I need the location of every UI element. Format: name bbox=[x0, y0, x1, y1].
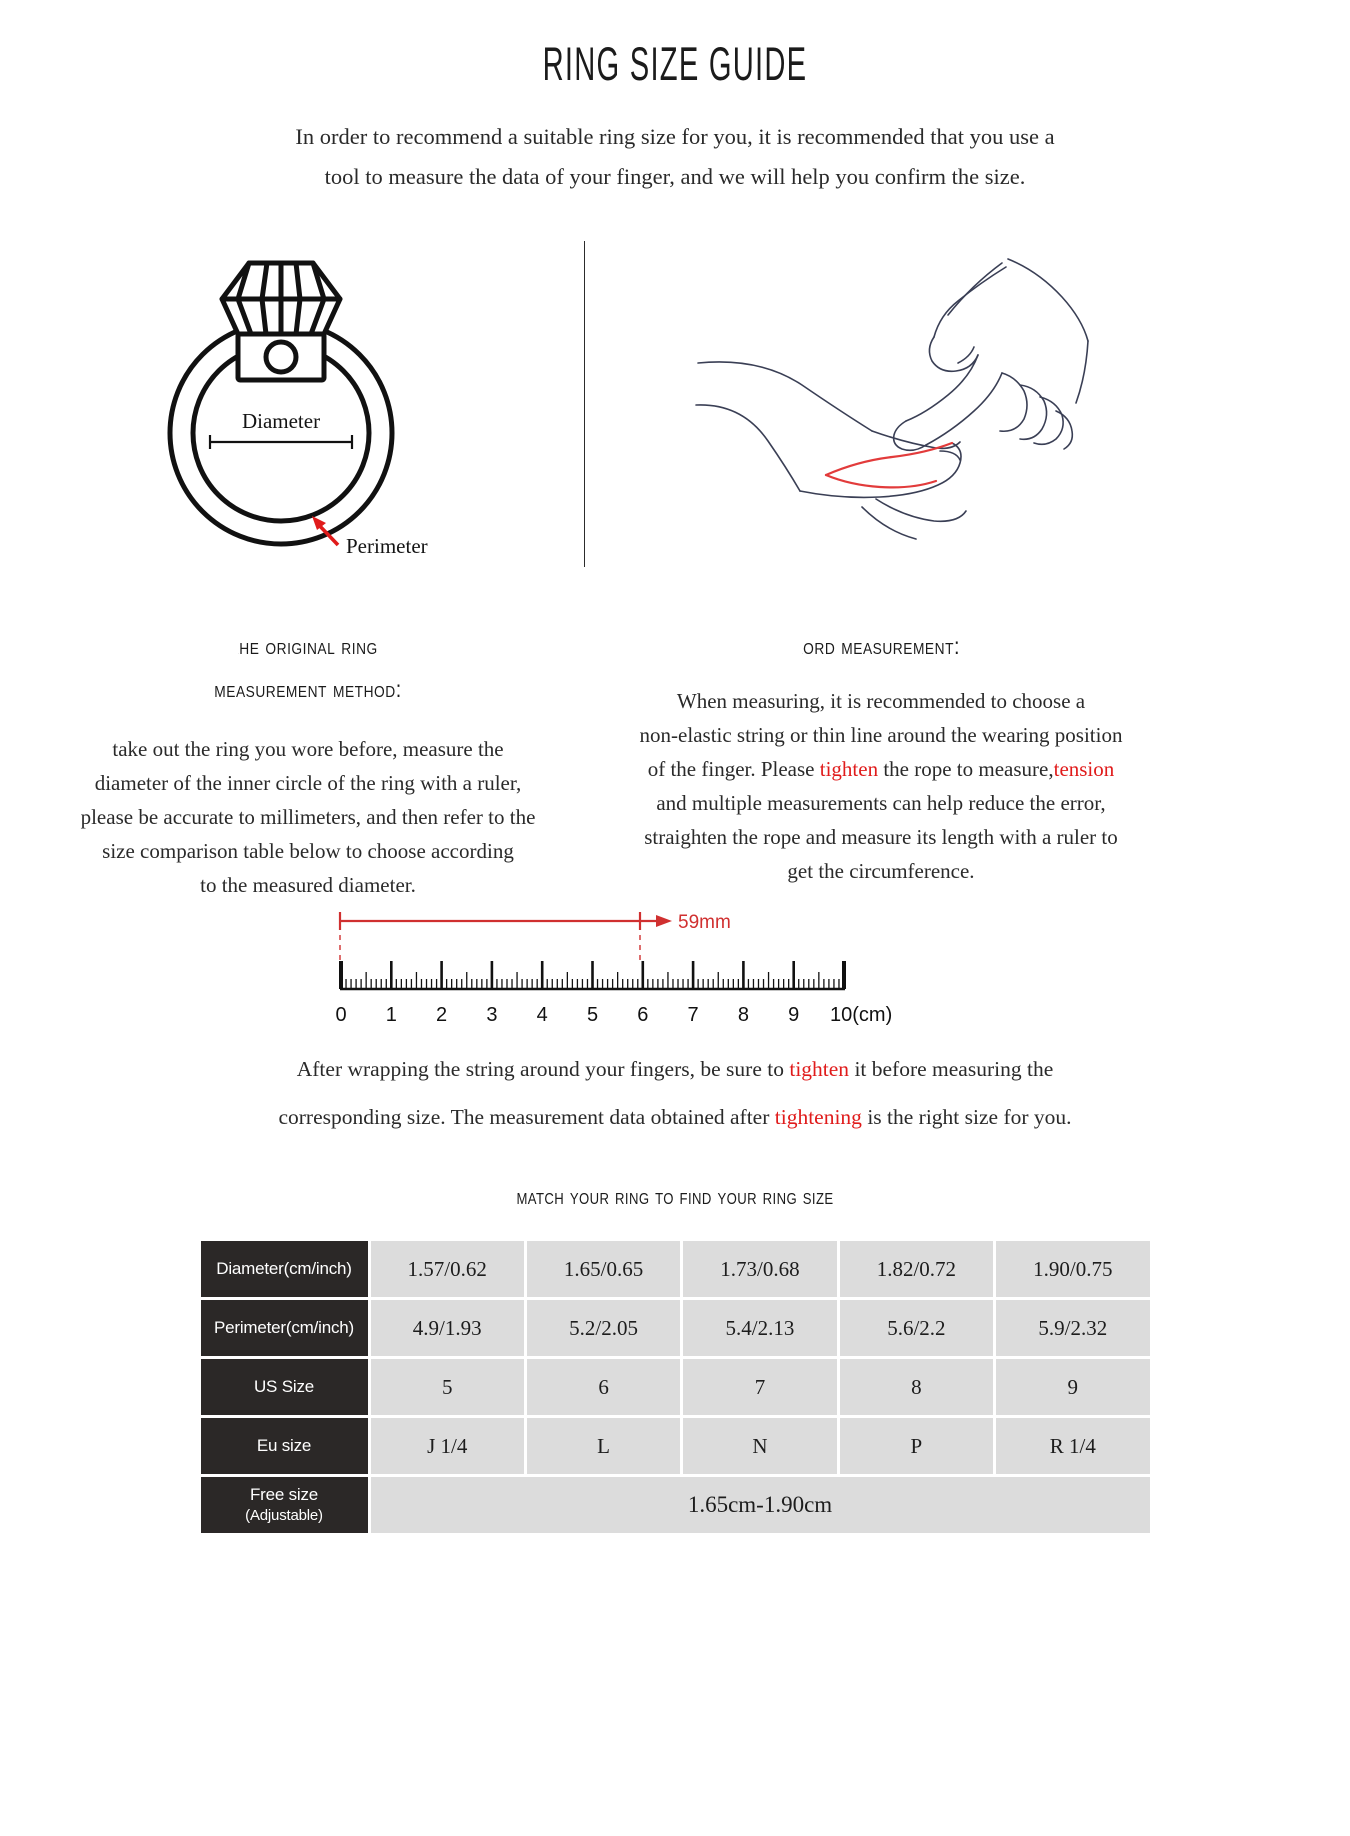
ruler-tick-label: 4 bbox=[536, 1004, 548, 1026]
ruler-diagram bbox=[0, 899, 1350, 1029]
row-label-us-size: US Size bbox=[201, 1359, 368, 1415]
page-title: RING SIZE GUIDE bbox=[542, 37, 808, 90]
cell-us-2: 7 bbox=[683, 1359, 836, 1415]
size-comparison-table bbox=[198, 1238, 1153, 1536]
row-label-eu-size: Eu size bbox=[201, 1418, 368, 1474]
index-finger-outline bbox=[800, 443, 961, 497]
closing-line-2-b: is the right size for you. bbox=[861, 1105, 1072, 1129]
closing-line-1-a: After wrapping the string around your fingers, be sure to bbox=[296, 1057, 790, 1081]
ruler-tick-label: 2 bbox=[436, 1004, 448, 1026]
right-section-body bbox=[596, 684, 1166, 888]
right-body-line-1: When measuring, it is recommended to choose a bbox=[676, 689, 1086, 713]
right-body-line-2: non-elastic string or thin line around the wearing position bbox=[639, 723, 1123, 747]
closing-tighten-highlight: tighten bbox=[789, 1057, 850, 1081]
closing-line-1 bbox=[225, 1045, 1125, 1093]
closing-paragraph bbox=[225, 1045, 1125, 1141]
lower-hand-top-edge bbox=[698, 362, 872, 431]
intro-line-1: In order to recommend a suitable ring size for you, it is recommended that you use a bbox=[295, 124, 1055, 149]
row-label-perimeter: Perimeter(cm/inch) bbox=[201, 1300, 368, 1356]
right-body-line-3 bbox=[596, 752, 1166, 786]
index-nail bbox=[940, 451, 960, 460]
method-sections bbox=[0, 629, 1350, 897]
cell-diameter-1: 1.65/0.65 bbox=[527, 1241, 680, 1297]
cell-free-size-value: 1.65cm-1.90cm bbox=[371, 1477, 1150, 1533]
ruler-tick-label: 5 bbox=[586, 1004, 599, 1026]
cell-perimeter-4: 5.9/2.32 bbox=[996, 1300, 1149, 1356]
illustration-band bbox=[0, 237, 1350, 577]
ruler-tick-label: 6 bbox=[637, 1004, 649, 1026]
closing-tightening-highlight: tightening bbox=[774, 1105, 862, 1129]
upper-finger-2 bbox=[1000, 373, 1027, 431]
cell-us-4: 9 bbox=[996, 1359, 1149, 1415]
left-section-body bbox=[28, 732, 588, 902]
measure-arrow-head bbox=[656, 915, 672, 927]
thumb-nail bbox=[958, 347, 974, 363]
table-row bbox=[201, 1300, 1150, 1356]
cell-perimeter-0: 4.9/1.93 bbox=[371, 1300, 524, 1356]
upper-index-top bbox=[906, 355, 978, 421]
red-string-bottom bbox=[826, 475, 936, 487]
free-size-sublabel: (Adjustable) bbox=[245, 1507, 323, 1524]
table-row bbox=[201, 1241, 1150, 1297]
upper-hand-back bbox=[1008, 259, 1088, 341]
cell-us-0: 5 bbox=[371, 1359, 524, 1415]
cell-us-1: 6 bbox=[527, 1359, 680, 1415]
cell-perimeter-2: 5.4/2.13 bbox=[683, 1300, 836, 1356]
intro-line-2: tool to measure the data of your finger, and we will help you confirm the size. bbox=[324, 164, 1026, 189]
table-row bbox=[201, 1359, 1150, 1415]
ruler-tick-label: 3 bbox=[486, 1004, 498, 1026]
measurement-label: 59mm bbox=[678, 912, 731, 933]
left-body-line-1: take out the ring you wore before, measure the bbox=[112, 737, 504, 761]
free-size-label: Free size bbox=[249, 1485, 319, 1504]
upper-hand-thumb-top bbox=[948, 263, 1002, 315]
right-body-line-4: and multiple measurements can help reduce the error, bbox=[656, 791, 1106, 815]
ring-diagram bbox=[150, 237, 470, 562]
closing-line-2-a: corresponding size. The measurement data obtained after bbox=[278, 1105, 775, 1129]
ruler-ticks bbox=[341, 961, 844, 989]
cell-us-3: 8 bbox=[840, 1359, 993, 1415]
cell-eu-1: L bbox=[527, 1418, 680, 1474]
cell-eu-0: J 1/4 bbox=[371, 1418, 524, 1474]
intro-paragraph bbox=[275, 117, 1075, 197]
left-body-line-5: to the measured diameter. bbox=[200, 873, 416, 897]
cell-eu-2: N bbox=[683, 1418, 836, 1474]
right-body-line-3-b: the rope to measure, bbox=[878, 757, 1054, 781]
upper-finger-5 bbox=[1056, 411, 1072, 449]
table-row bbox=[201, 1477, 1150, 1533]
vertical-divider bbox=[584, 241, 585, 567]
middle-finger bbox=[876, 499, 966, 521]
measurement-indicator bbox=[340, 912, 658, 930]
table-row bbox=[201, 1418, 1150, 1474]
tighten-highlight: tighten bbox=[819, 757, 879, 781]
cell-eu-3: P bbox=[840, 1418, 993, 1474]
ruler-numbers bbox=[335, 1004, 799, 1026]
ruler-tick-label: 8 bbox=[737, 1004, 749, 1026]
cell-perimeter-1: 5.2/2.05 bbox=[527, 1300, 680, 1356]
upper-index-bottom bbox=[926, 373, 1002, 445]
cell-diameter-0: 1.57/0.62 bbox=[371, 1241, 524, 1297]
right-body-line-5: straighten the rope and measure its length with a ruler to bbox=[644, 825, 1118, 849]
cell-diameter-4: 1.90/0.75 bbox=[996, 1241, 1149, 1297]
original-ring-method-column bbox=[28, 629, 588, 902]
ruler-tick-label: 0 bbox=[335, 1004, 347, 1026]
left-heading-line-1: the original ring bbox=[238, 633, 378, 659]
lower-hand-bottom-edge bbox=[696, 405, 800, 491]
cord-measurement-column bbox=[596, 629, 1166, 888]
upper-thumb-outline bbox=[934, 267, 1006, 337]
left-body-line-4: size comparison table below to choose according bbox=[102, 839, 514, 863]
hand-measuring-diagram bbox=[690, 245, 1090, 550]
diameter-label: Diameter bbox=[241, 409, 321, 433]
ruler-tick-label: 1 bbox=[385, 1004, 397, 1026]
right-section-heading: cord measurement: bbox=[802, 633, 960, 659]
ruler-svg bbox=[0, 899, 1350, 1029]
cell-diameter-3: 1.82/0.72 bbox=[840, 1241, 993, 1297]
tension-highlight: tension bbox=[1053, 757, 1115, 781]
row-label-diameter: Diameter(cm/inch) bbox=[201, 1241, 368, 1297]
right-body-line-3-a: of the finger. Please bbox=[647, 757, 820, 781]
cell-diameter-2: 1.73/0.68 bbox=[683, 1241, 836, 1297]
left-heading-line-2: measurement method: bbox=[214, 676, 402, 702]
left-section-heading bbox=[67, 629, 549, 706]
ruler-tick-label: 7 bbox=[687, 1004, 699, 1026]
upper-finger-4 bbox=[1034, 397, 1063, 444]
cell-perimeter-3: 5.6/2.2 bbox=[840, 1300, 993, 1356]
ruler-tick-label: 9 bbox=[788, 1004, 800, 1026]
upper-finger-3 bbox=[1020, 385, 1047, 439]
perimeter-label: Perimeter bbox=[346, 534, 428, 557]
right-body-line-6: get the circumference. bbox=[787, 859, 975, 883]
row-label-free-size bbox=[201, 1477, 368, 1533]
measure-drop-lines bbox=[340, 925, 640, 961]
upper-hand-side bbox=[1076, 341, 1088, 403]
cell-eu-4: R 1/4 bbox=[996, 1418, 1149, 1474]
ring-size-guide-page bbox=[0, 36, 1350, 1836]
ruler-end-label: 10(cm) bbox=[830, 1004, 893, 1026]
ring-finger bbox=[862, 507, 916, 539]
closing-line-2 bbox=[225, 1093, 1125, 1141]
closing-line-1-b: it before measuring the bbox=[849, 1057, 1054, 1081]
left-body-line-3: please be accurate to millimeters, and then refer to the bbox=[80, 805, 536, 829]
table-heading: match your ring to find your ring size bbox=[516, 1183, 834, 1209]
left-body-line-2: diameter of the inner circle of the ring with a ruler, bbox=[94, 771, 522, 795]
